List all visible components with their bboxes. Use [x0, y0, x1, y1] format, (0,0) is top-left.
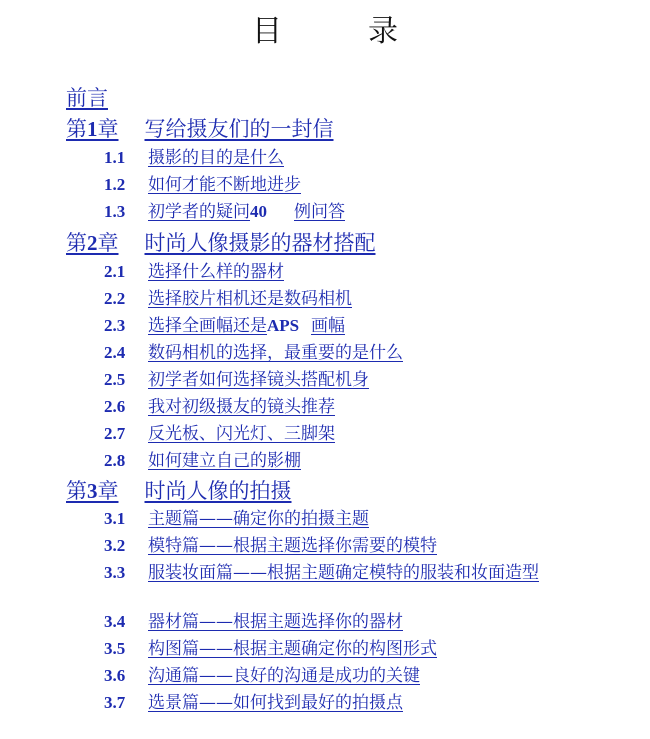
- chapter-label: [66, 231, 119, 255]
- toc-link-section-3-3[interactable]: [104, 562, 594, 584]
- section-number: 3.7: [104, 693, 126, 712]
- section-title: 模特篇——根据主题选择你需要的模特: [148, 536, 437, 556]
- section-title-part: 选择全画幅还是: [148, 316, 267, 336]
- section-title: 如何建立自己的影棚: [148, 451, 301, 471]
- section-title: 如何才能不断地进步: [148, 175, 301, 195]
- section-number: 3.5: [104, 639, 126, 658]
- toc-link-section-2-6[interactable]: [104, 396, 335, 418]
- toc-link-section-2-2[interactable]: [104, 288, 352, 310]
- section-number: 3.4: [104, 612, 126, 631]
- chapter-title: 时尚人像摄影的器材搭配: [144, 231, 376, 255]
- section-title: 选择胶片相机还是数码相机: [148, 289, 352, 309]
- toc-link-preface[interactable]: [66, 85, 108, 111]
- section-title-bold-part: 40: [250, 202, 267, 221]
- toc-link-chapter-2[interactable]: [66, 230, 376, 256]
- toc-link-section-1-1[interactable]: [104, 147, 284, 169]
- chapter-number: 1: [87, 117, 98, 141]
- toc-link-section-3-2[interactable]: [104, 535, 437, 557]
- chapter-suffix: 章: [97, 117, 119, 141]
- chapter-suffix: 章: [97, 231, 119, 255]
- section-number: 2.3: [104, 316, 126, 335]
- chapter-suffix: 章: [97, 479, 119, 503]
- section-title: 摄影的目的是什么: [148, 148, 284, 168]
- section-title: 初学者如何选择镜头搭配机身: [148, 370, 369, 390]
- section-title-part: 画幅: [311, 316, 345, 336]
- section-number: 2.6: [104, 397, 126, 416]
- toc-link-section-2-1[interactable]: [104, 261, 284, 283]
- toc-link-section-3-1[interactable]: [104, 508, 369, 530]
- section-number: 2.8: [104, 451, 126, 470]
- chapter-number: 3: [87, 479, 98, 503]
- section-number: 2.5: [104, 370, 126, 389]
- toc-entry-text: 前言: [66, 86, 108, 110]
- chapter-number: 2: [87, 231, 98, 255]
- section-number: 2.2: [104, 289, 126, 308]
- section-number: 1.2: [104, 175, 126, 194]
- section-title: 器材篇——根据主题选择你的器材: [148, 612, 403, 632]
- chapter-prefix: 第: [66, 231, 87, 255]
- section-title: 选择什么样的器材: [148, 262, 284, 282]
- toc-link-section-3-7[interactable]: [104, 692, 403, 714]
- section-title: 沟通篇——良好的沟通是成功的关键: [148, 666, 420, 686]
- toc-link-section-2-7[interactable]: [104, 423, 335, 445]
- section-number: 3.6: [104, 666, 126, 685]
- section-title: 选景篇——如何找到最好的拍摄点: [148, 693, 403, 713]
- toc-link-section-2-4[interactable]: [104, 342, 403, 364]
- section-number: 3.2: [104, 536, 126, 555]
- chapter-prefix: 第: [66, 479, 87, 503]
- toc-link-chapter-1[interactable]: [66, 116, 334, 142]
- toc-link-section-1-2[interactable]: [104, 174, 301, 196]
- section-number: 3.1: [104, 509, 126, 528]
- toc-link-section-2-3[interactable]: [104, 315, 345, 337]
- toc-link-section-3-5[interactable]: [104, 638, 437, 660]
- toc-link-section-3-4[interactable]: [104, 611, 403, 633]
- toc-link-section-3-6[interactable]: [104, 665, 420, 687]
- chapter-label: [66, 479, 119, 503]
- chapter-label: [66, 117, 119, 141]
- section-number: 2.4: [104, 343, 126, 362]
- page-title: 目 录: [252, 14, 426, 49]
- section-number: 3.3: [104, 563, 126, 582]
- section-title-part: 例问答: [294, 202, 345, 222]
- section-number: 2.7: [104, 424, 126, 443]
- section-title: 数码相机的选择，最重要的是什么: [148, 343, 403, 363]
- toc-link-section-1-3[interactable]: [104, 201, 345, 223]
- section-title: 服装妆面篇——根据主题确定模特的服装和妆面造型: [148, 563, 539, 583]
- toc-link-section-2-8[interactable]: [104, 450, 301, 472]
- section-title: 构图篇——根据主题确定你的构图形式: [148, 639, 437, 659]
- section-number: 1.3: [104, 202, 126, 221]
- section-number: 2.1: [104, 262, 126, 281]
- section-title: 主题篇——确定你的拍摄主题: [148, 509, 369, 529]
- chapter-prefix: 第: [66, 117, 87, 141]
- toc-link-section-2-5[interactable]: [104, 369, 369, 391]
- section-title: 我对初级摄友的镜头推荐: [148, 397, 335, 417]
- toc-link-chapter-3[interactable]: [66, 478, 292, 504]
- section-title-part: 初学者的疑问: [148, 202, 250, 222]
- chapter-title: 写给摄友们的一封信: [144, 117, 334, 141]
- section-title-bold-part: APS: [267, 316, 300, 335]
- chapter-title: 时尚人像的拍摄: [144, 479, 292, 503]
- section-number: 1.1: [104, 148, 126, 167]
- section-title: 反光板、闪光灯、三脚架: [148, 424, 335, 444]
